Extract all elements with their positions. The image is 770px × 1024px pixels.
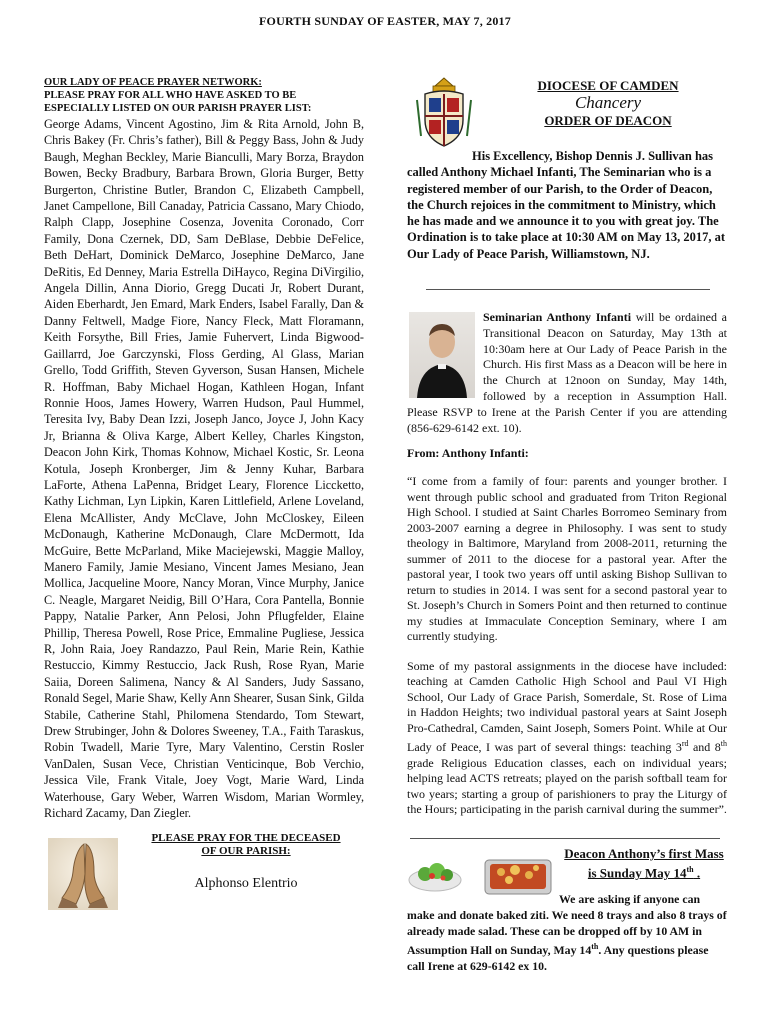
prayer-list-names: George Adams, Vincent Agostino, Jim & Rita Arnold, John B, Chris Bakey (Fr. Chris’s father), Bill & Peggy Bass, John & Judy Baugh, Meghan Beckley, Marie Bianculli, Mary Borza, Braydon Bowen, Becky Bradbury, Barbara Brown, Gloria Burger, Betty Burgerton, Christine Butler, Brandon C, Elizabeth Campbell, Janet Campellone, Bill Canaday, Patricia Cassano, Mary Chiodo, Ralph Clapp, Josephine Cosenza, Jovenita Coronado, Corr Family, Dona Czernek, DD, Sam DeBlase, Debbie DeFelice, Beth DeHart, Dominick DeMarco, Josephine DeMarco, Jane DeRitis, Ed Denney, Maria Estrella DiHayco, Regina DiVirgilio, Angela Dillin, Anna Diorio, Gregg Ducati Jr, Robert Durant, Aiden Eberhardt, Jen Emard, Mark Enders, Isabel Farally, Dan & Danny Feltwell, Madge Fiore, Nancy Fleck, Matt Floramann, Keith Forsythe, Bill Fries, Jamie Fuhervert, Linda Bigwood-Gaillarrd, Joe Garczynski, Floss Gerding, Al Glass, Marian Grello, Todd Griffith, Steven Gyverson, Susan Hansen, Michele R. Hoffman, Baby Michael Hogan, Kathleen Hogan, Infant Ronnie Hoos, James Howery, Warren Hudson, Paul Hummel, Teresita Ivy, Baby Dean Izzi, Joseph Janco, Joyce J, John Kacy Jr, Brianna & Oliva Karge, Albert Kelley, Charles Kingston, Deacon John Kirk, Thomas Kohnow, Michael Kostic, Sr. Leona Kotula, Joseph Kronberger, Jim & Jenny Kuhar, Barbara LaForte, Athena LaPenna, Bridget Leary, Florence Liccketto, Kathy Lichman, Lyn Lipkin, Karen Littlefield, Arlene Loveland, Elena McAllister, Andy McClave, John McCloskey, Eileen McDonaugh, Katherine McDonaugh, Clare McDermott, Ida McGuire, Bette McParland, Mike Maciejewski, Maggie Malloy, Manero Family, Jamie Mesiano, Vincent James Mesiano, Jean Mollica, Jacqueline Moore, Nancy Moran, Vince Murphy, Janice C. Neagle, Margaret Neidig, Bill O’Hara, Cora Pantella, Bonnie Pappy, Natalie Parker, Ann Pelosi, John Pflugfelder, Elaine Phillip, Theresa Powell, Rose Price, Emmaline Pugliese, Jessica R, John Raia, Joey Randazzo, Paul Rein, Marie Rein, Kathie Restuccio, Kimmy Restuccio, Jack Rush, Rose Ryan, Marie Saiia, Doreen Salimena, Nancy & Al Sanders, Judy Sassano, Ronald Segel, Marie Shaw, Kelly Ann Shearer, Susan Sink, Gilda Stabile, Catherine Stahl, Philomena Stendardo, Tom Stewart, Drew Strubinger, John & Dolores Sweeney, T.A., Faith Taraskus, Robin Twadell, Marie Tyre, Mary Valentino, Cerstin Rosler VanDalen, Susan Vece, Christian Venticinque, Bob Verchio, Jessica Vile, Frank Vitale, Joey Vogt, Marie Ward, Linda Waterhouse, Gary Weber, Warren Wisdom, Marian Wormley, Richard Zacamy, Dan Ziegler.: [44, 117, 364, 821]
page-title: FOURTH SUNDAY OF EASTER, MAY 7, 2017: [259, 14, 511, 28]
deceased-heading: PLEASE PRAY FOR THE DECEASED OF OUR PARISH:: [151, 832, 341, 857]
letter-body: [407, 474, 727, 832]
seminarian-name: Seminarian Anthony Infanti: [483, 310, 632, 324]
letter-from-label: From: Anthony Infanti:: [407, 446, 529, 460]
first-mass-title: Deacon Anthony’s first Mass is Sunday May 14th .: [564, 846, 724, 881]
prayer-network-subheading: PLEASE PRAY FOR ALL WHO HAVE ASKED TO BE ESPECIALLY LISTED ON OUR PARISH PRAYER LIST:: [44, 90, 312, 114]
coat-of-arms-icon: [413, 76, 475, 152]
first-mass-section: [407, 842, 727, 972]
salad-bowl-icon: [407, 856, 463, 896]
seminarian-text: will be ordained a Transitional Deacon on Saturday, May 13th at 10:30am here at Our Lady of Peace Parish in the Church. His first Mass as a Deacon will be here in the Church at 12noon on Sunday, May 14th, followed by a reception in Assumption Hall. Please RSVP to Irene at the Parish Center if you are attending (856-629-6142 ext. 10).: [407, 310, 727, 435]
seminarian-section: [407, 310, 727, 436]
letter-paragraph-2: Some of my pastoral assignments in the diocese have included: teaching at Camden Catholic High School and Paul VI High School, Our Lady of Grace Parish, Somerdale, St. Rose of Lima in Haddon Heights; two individual pastoral years at Saint Joseph Pro-Cathedral, Camden, Saint Joseph, Somers Point. While at Our Lady of Peace, I was part of several things: teaching 3rd and 8th grade Religious Education classes, each on individual years; helping lead ACTS retreats; played on the parish softball team for two years; starting a group of parishioners to pray the Liturgy of the Hours; participating in the parish carnival during the summer”.: [407, 658, 727, 816]
section-divider-2: [410, 838, 720, 839]
prayer-network-section: [44, 76, 364, 821]
section-divider: [426, 289, 710, 290]
chancery-subtitle: Chancery: [574, 93, 642, 112]
ordination-announcement: His Excellency, Bishop Dennis J. Sullivan has called Anthony Michael Infanti, The Seminarian who is a registered member of our Parish, to the Order of Deacon, the Church rejoices in the commitment to Ministry, which he has made and we announce it to you with great joy. The Ordination is to take place at 10:30 AM on May 13, 2017, at Our Lady of Peace Parish, Williamstown, NJ.: [407, 149, 726, 261]
seminarian-photo: [409, 312, 475, 398]
baked-ziti-request: We are asking if anyone can make and donate baked ziti. We need 8 trays and also 8 trays of already made salad. These can be dropped off by 10 AM in Assumption Hall on Sunday, May 14th. Any questions please call Irene at 629-6142 ex 10.: [407, 892, 727, 974]
deceased-name: Alphonso Elentrio: [194, 876, 298, 891]
deceased-section: [44, 832, 364, 902]
order-of-deacon-heading: ORDER OF DEACON: [544, 113, 672, 128]
diocese-announcement-section: [407, 76, 727, 276]
baked-ziti-tray-icon: [481, 848, 555, 898]
diocese-title: DIOCESE OF CAMDEN: [537, 78, 679, 93]
prayer-network-heading: OUR LADY OF PEACE PRAYER NETWORK:: [44, 77, 262, 88]
letter-paragraph-1: “I come from a family of four: parents and younger brother. I went through public school and graduated from Triton Regional High School. I studied at Saint Charles Borromeo Seminary from 2003-2007 earning a degree in Philosophy. I was sent to study theology in Baltimore, Maryland from 2008-2011, returning the summer of 2011 to the diocese for a pastoral year. After the pastoral year, I took two years off until asking Bishop Sullivan to return to studies in 2014. I was sent for a second pastoral year to St. Joseph’s Church in Somers Point and then returned to continue my studies at Immaculate Conception Seminary, where I am currently studying.: [407, 474, 727, 643]
praying-hands-icon: [48, 838, 118, 910]
